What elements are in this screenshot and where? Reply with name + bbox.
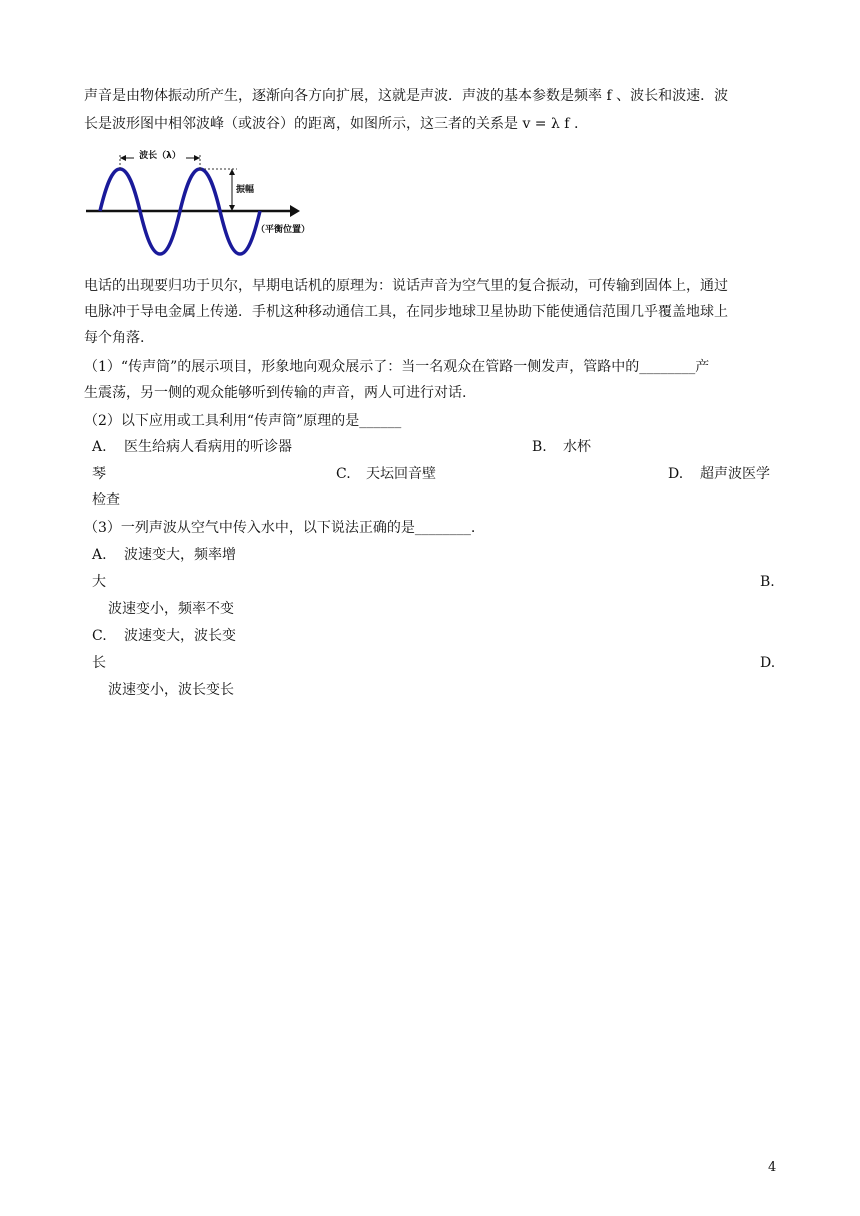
q2-option-c-text: 天坛回音壁 [366,466,436,482]
q3-option-d-text: 波速变小，波长变长 [108,682,234,698]
page-number: 4 [768,1160,777,1175]
wave-diagram [82,144,312,262]
q3-stem: （3）一列声波从空气中传入水中，以下说法正确的是________. [84,520,476,536]
q3-option-d-letter: D. [760,655,776,671]
q3-option-a-continued: 大 [92,574,106,590]
q3-option-b-text: 波速变小，频率不变 [108,601,234,617]
q3-option-c-continued: 长 [92,655,106,671]
axis-arrow [290,205,300,217]
intro-line-2: 长是波形图中相邻波峰（或波谷）的距离，如图所示，这三者的关系是 v = λ f . [84,116,579,132]
sine-wave-graphic [82,144,312,262]
q3-option-c-letter: C. [92,628,107,644]
q3-option-a-letter: A. [92,547,107,563]
q2-option-d-text: 超声波医学 [700,466,770,482]
q2-option-b-letter: B. [532,439,547,455]
q2-option-c-letter: C. [336,466,351,482]
q2-option-d-continued: 检查 [92,492,120,508]
q2-option-b-continued: 琴 [92,466,106,482]
q3-option-a-text: 波速变大，频率增 [124,547,236,563]
q3-option-b-letter: B. [760,574,775,590]
wavelength-label: 波长（λ） [139,151,181,161]
para2-line-1: 电话的出现要归功于贝尔，早期电话机的原理为：说话声音为空气里的复合振动，可传输到固体上，通过 [84,278,728,294]
q2-option-a-letter: A. [92,439,107,455]
q2-option-d-letter: D. [668,466,684,482]
para2-line-3: 每个角落. [84,330,145,346]
equilibrium-label: （平衡位置） [256,225,311,235]
intro-line-1: 声音是由物体振动所产生，逐渐向各方向扩展，这就是声波．声波的基本参数是频率 f 、波长和波速．波 [84,88,729,104]
q2-option-a-text: 医生给病人看病用的听诊器 [124,439,292,455]
q1-line-1: （1）“传声筒”的展示项目，形象地向观众展示了：当一名观众在管路一侧发声，管路中的________产 [84,359,710,375]
amplitude-label: 振幅 [236,185,255,195]
q2-stem: （2）以下应用或工具利用“传声筒”原理的是______ [84,413,402,429]
q2-option-b-text: 水杯 [563,439,591,455]
q3-option-c-text: 波速变大，波长变 [124,628,236,644]
para2-line-2: 电脉冲于导电金属上传递．手机这种移动通信工具，在同步地球卫星协助下能使通信范围几乎覆盖地球上 [84,304,728,320]
q1-line-2: 生震荡，另一侧的观众能够听到传输的声音，两人可进行对话. [84,385,467,401]
